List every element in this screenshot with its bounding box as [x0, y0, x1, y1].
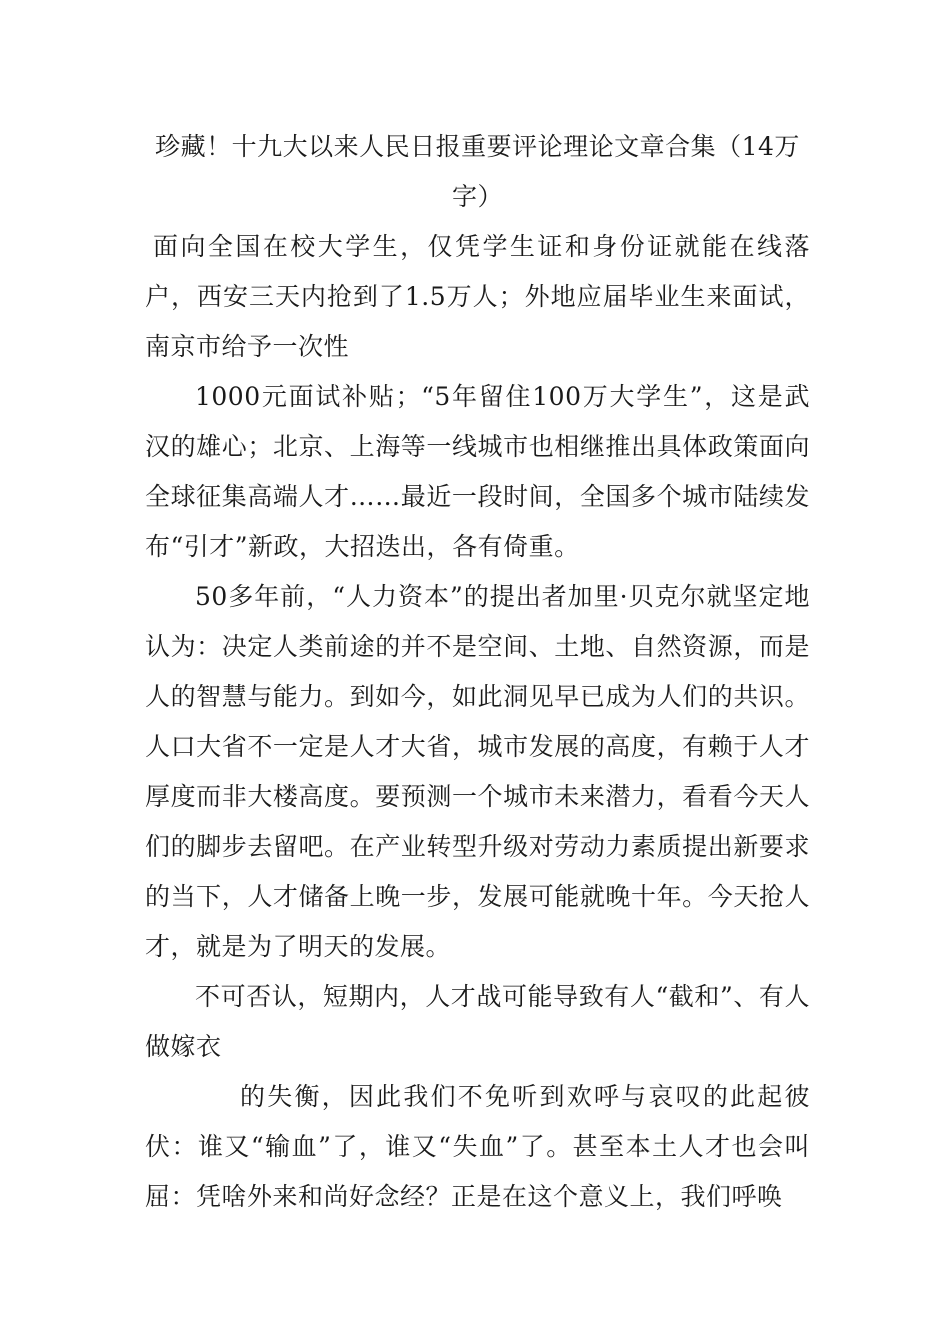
paragraph-4: 不可否认，短期内，人才战可能导致有人“截和”、有人做嫁衣	[145, 982, 810, 1061]
document-title: 珍藏！十九大以来人民日报重要评论理论文章合集（14万字）	[155, 132, 800, 211]
paragraph-5: 的失衡，因此我们不免听到欢呼与哀叹的此起彼伏：谁又“输血”了，谁又“失血”了。甚至本土人才也会叫屈：凭啥外来和尚好念经？正是在这个意义上，我们呼唤	[145, 1082, 810, 1211]
document-page	[145, 122, 810, 1222]
paragraph-1: 面向全国在校大学生，仅凭学生证和身份证就能在线落户，西安三天内抢到了1.5万人；外地应届毕业生来面试，南京市给予一次性	[145, 232, 810, 361]
paragraph-2: 1000元面试补贴；“5年留住100万大学生”，这是武汉的雄心；北京、上海等一线城市也相继推出具体政策面向全球征集高端人才……最近一段时间，全国多个城市陆续发布“引才”新政，大招迭出，各有倚重。	[145, 382, 810, 561]
paragraph-3: 50多年前，“人力资本”的提出者加里·贝克尔就坚定地认为：决定人类前途的并不是空间、土地、自然资源，而是人的智慧与能力。到如今，如此洞见早已成为人们的共识。人口大省不一定是人才大省，城市发展的高度，有赖于人才厚度而非大楼高度。要预测一个城市未来潜力，看看今天人们的脚步去留吧。在产业转型升级对劳动力素质提出新要求的当下，人才储备上晚一步，发展可能就晚十年。今天抢人才，就是为了明天的发展。	[145, 582, 810, 961]
